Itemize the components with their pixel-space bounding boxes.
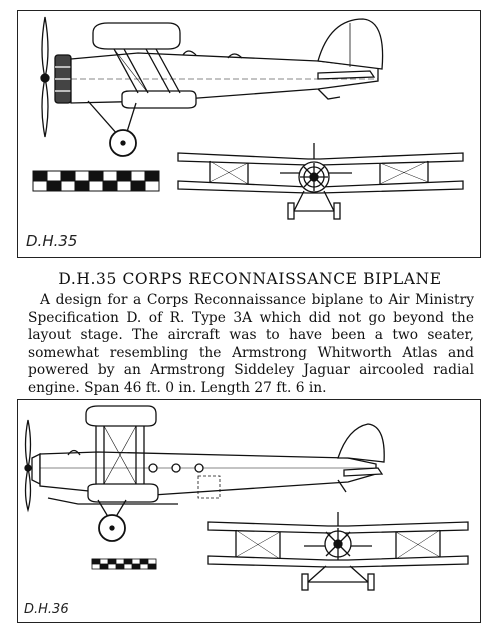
dh36-drawing-panel [17, 399, 481, 623]
dh35-scale-bar [33, 171, 159, 191]
dh36-figure-label: D.H.36 [24, 602, 69, 617]
dh35-drawing-panel [17, 10, 481, 258]
dh36-side-view [25, 406, 384, 541]
dh35-front-view [178, 143, 463, 219]
dh35-figure-label: D.H.35 [26, 232, 78, 250]
caption-title: D.H.35 CORPS RECONNAISSANCE BIPLANE [58, 270, 442, 288]
caption-text: A design for a Corps Reconnaissance biplane to Air Ministry Specification D. of R. Type 3A which did not go beyond the layout stage. The aircraft was to have been a two seater, somewhat resembling the Armstrong Whitworth Atlas and powered by an Armstrong Siddeley Jaguar aircooled radial engine. Span 46 ft. 0 in. Length 27 ft. 6 in. [28, 292, 474, 396]
dh36-drawings [18, 400, 480, 622]
dh36-scale-bar [92, 559, 156, 569]
dh35-side-view [41, 17, 383, 156]
dh36-front-view [208, 512, 468, 590]
dh35-drawings [18, 11, 480, 257]
